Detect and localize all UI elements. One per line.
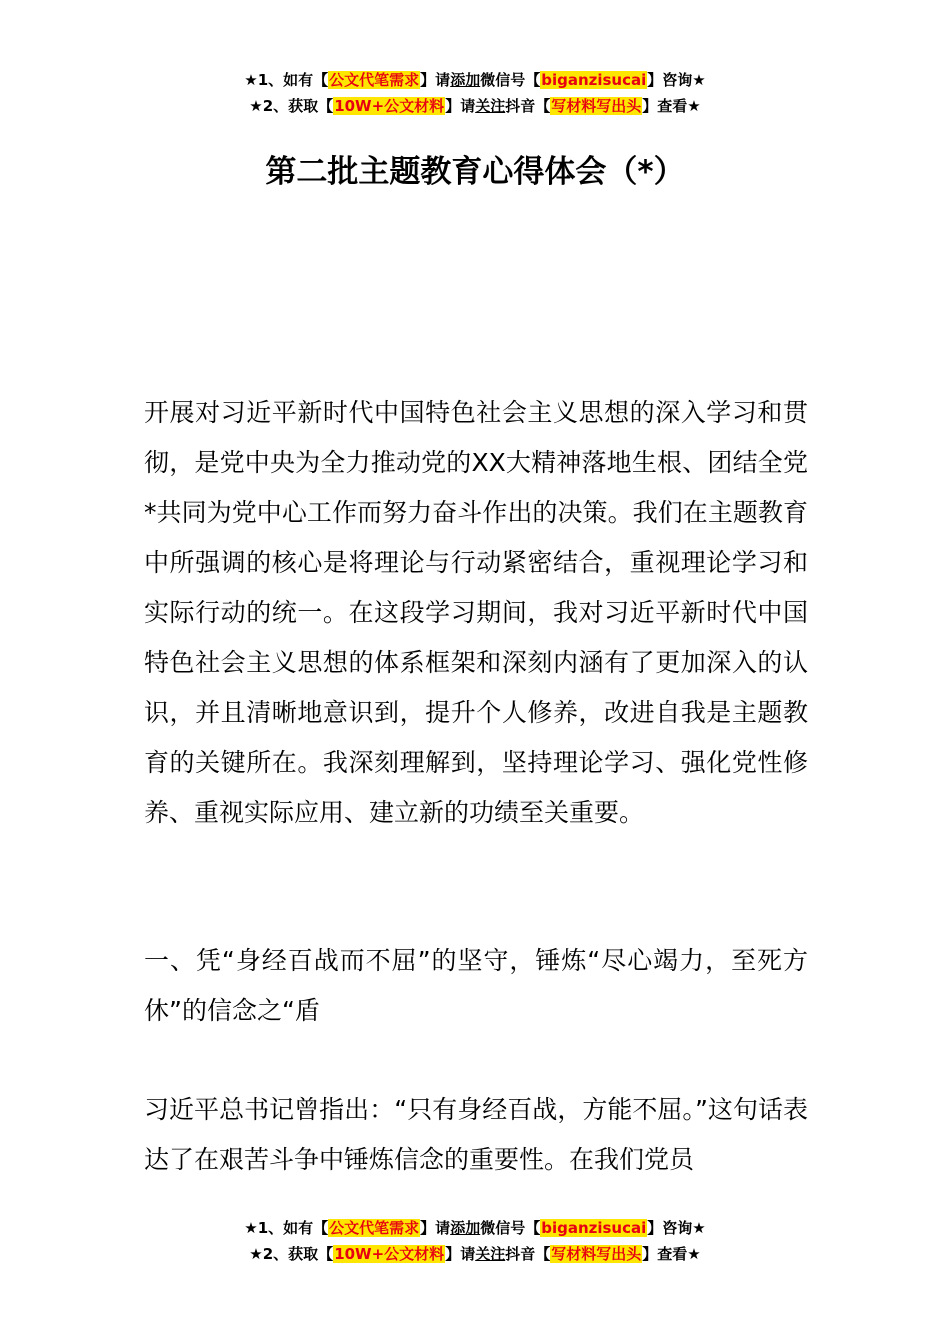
banner-text: ★2、获取【 — [249, 1245, 334, 1263]
banner-text: ★2、获取【 — [249, 97, 334, 115]
banner-highlight: 写材料写出头 — [551, 97, 642, 115]
banner-highlight: biganzisucai — [541, 71, 647, 89]
banner-underlined-text: 添加 — [450, 1219, 481, 1237]
banner-text: 】咨询★ — [647, 71, 706, 89]
footer-banner-line-2 — [0, 1241, 950, 1267]
body-paragraph-section-1: 习近平总书记曾指出：“只有身经百战，方能不屈。”这句话表达了在艰苦斗争中锤炼信念的重要性。在我们党员 — [144, 1095, 808, 1174]
banner-text: 】查看★ — [642, 1245, 701, 1263]
banner-underlined-text: 关注 — [475, 97, 506, 115]
banner-text: 抖音【 — [505, 1245, 551, 1263]
banner-underlined-text: 关注 — [475, 1245, 506, 1263]
banner-text: 】请 — [420, 71, 451, 89]
banner-text: 微信号【 — [480, 1219, 541, 1237]
header-banner-line-2 — [0, 93, 950, 119]
banner-text: 】请 — [420, 1219, 451, 1237]
banner-text: 抖音【 — [505, 97, 551, 115]
banner-highlight: 写材料写出头 — [551, 1245, 642, 1263]
banner-text: 】请 — [445, 97, 476, 115]
header-banner — [0, 67, 950, 119]
banner-text: 】查看★ — [642, 97, 701, 115]
banner-highlight: 公文代笔需求 — [329, 71, 420, 89]
body-paragraph-intro: 开展对习近平新时代中国特色社会主义思想的深入学习和贯彻，是党中央为全力推动党的XX大精神落地生根、团结全党*共同为党中心工作而努力奋斗作出的决策。我们在主题教育中所强调的核心是将理论与行动紧密结合，重视理论学习和实际行动的统一。在这段学习期间，我对习近平新时代中国特色社会主义思想的体系框架和深刻内涵有了更加深入的认识，并且清晰地意识到，提升个人修养，改进自我是主题教育的关键所在。我深刻理解到，坚持理论学习、强化党性修养、重视实际应用、建立新的功绩至关重要。 — [144, 398, 808, 827]
banner-highlight: biganzisucai — [541, 1219, 647, 1237]
footer-banner-line-1 — [0, 1215, 950, 1241]
banner-text: 】请 — [445, 1245, 476, 1263]
banner-highlight: 公文代笔需求 — [329, 1219, 420, 1237]
section-heading-1: 一、凭“身经百战而不屈”的坚守，锤炼“尽心竭力，至死方休”的信念之“盾 — [144, 946, 808, 1025]
document-title: 第二批主题教育心得体会（*） — [265, 154, 685, 190]
banner-highlight: 10W+公文材料 — [334, 1245, 445, 1263]
footer-banner — [0, 1215, 950, 1267]
banner-text: ★1、如有【 — [244, 71, 329, 89]
header-banner-line-1 — [0, 67, 950, 93]
banner-highlight: 10W+公文材料 — [334, 97, 445, 115]
banner-text: 】咨询★ — [647, 1219, 706, 1237]
banner-underlined-text: 添加 — [450, 71, 481, 89]
banner-text: 微信号【 — [480, 71, 541, 89]
banner-text: ★1、如有【 — [244, 1219, 329, 1237]
